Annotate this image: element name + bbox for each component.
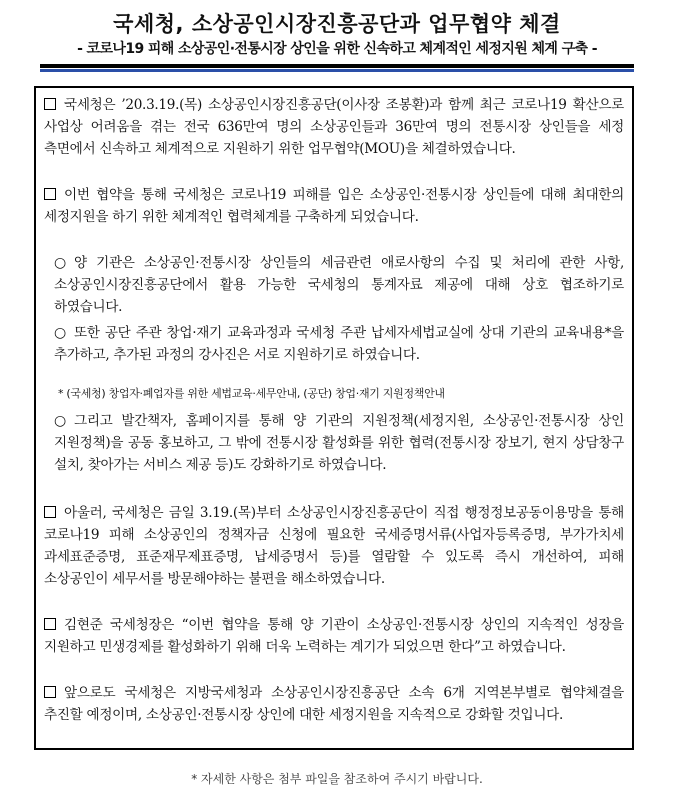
paragraph-text: 앞으로도 국세청은 지방국세청과 소상공인시장진흥공단 소속 6개 지역본부별로 협약체결을 추진할 예정이며, 소상공인·전통시장 상인에 대한 세정지원을 지속적으로 강화할 것입니다. xyxy=(44,685,624,723)
square-bullet-icon xyxy=(44,686,56,698)
paragraph-data-sharing xyxy=(54,252,624,318)
page-title: 국세청, 소상공인시장진흥공단과 업무협약 체결 xyxy=(113,12,561,36)
footnote-education: * (국세청) 창업자·폐업자를 위한 세법교육·세무안내, (공단) 창업·재기 지원정책안내 xyxy=(58,387,445,400)
paragraph-cooperation-system xyxy=(44,184,624,228)
paragraph-text: 아울러, 국세청은 금일 3.19.(목)부터 소상공인시장진흥공단이 직접 행정정보공동이용망을 통해 코로나19 피해 소상공인의 정책자금 신청에 필요한 국세증명서류(사업자등록증명, 부가가치세 과세표준증명, 표준재무제표증명, 납세증명서 등)를 열람할 수 있도록 즉시 개선하여, 피해 소상공인이 세무서를 방문해야하는 불편을 해소하였습니다. xyxy=(44,505,624,587)
paragraph-education xyxy=(54,322,624,366)
paragraph-mou-signing xyxy=(44,94,624,160)
paragraph-text: 김현준 국세청장은 “이번 협약을 통해 양 기관이 소상공인·전통시장 상인의 지속적인 성장을 지원하고 민생경제를 활성화하기 위해 더욱 노력하는 계기가 되었으면 한다”고 하였습니다. xyxy=(44,617,624,655)
header-rule-black xyxy=(40,64,634,68)
paragraph-joint-promotion xyxy=(54,410,624,476)
header-rule-blue xyxy=(40,69,634,72)
paragraph-document-access xyxy=(44,502,624,590)
paragraph-text: 국세청은 ’20.3.19.(목) 소상공인시장진흥공단(이사장 조봉환)과 함께 최근 코로나19 확산으로 사업상 어려움을 겪는 전국 636만여 명의 소상공인들과 36만여 명의 전통시장 상인들을 세정 측면에서 신속하고 체계적으로 지원하기 위한 업무협약(MOU)을 체결하였습니다. xyxy=(44,97,624,157)
paragraph-text: 또한 공단 주관 창업·재기 교육과정과 국세청 주관 납세자세법교실에 상대 기관의 교육내용*을 추가하고, 추가된 과정의 강사진은 서로 지원하기로 하였습니다. xyxy=(54,325,624,363)
paragraph-text: 그리고 발간책자, 홈페이지를 통해 양 기관의 지원정책(세정지원, 소상공인·전통시장 상인 지원정책)을 공동 홍보하고, 그 밖에 전통시장 활성화를 위한 협력(전통시장 장보기, 현지 상담창구 설치, 찾아가는 서비스 제공 등)도 강화하기로 하였습니다. xyxy=(54,413,624,473)
square-bullet-icon xyxy=(44,188,56,200)
square-bullet-icon xyxy=(44,506,56,518)
circle-bullet-icon: ○ xyxy=(54,325,66,341)
paragraph-text: 이번 협약을 통해 국세청은 코로나19 피해를 입은 소상공인·전통시장 상인들에 대해 최대한의 세정지원을 하기 위한 체계적인 협력체계를 구축하게 되었습니다. xyxy=(44,187,624,225)
paragraph-text: 양 기관은 소상공인·전통시장 상인들의 세금관련 애로사항의 수집 및 처리에 관한 사항, 소상공인시장진흥공단에서 활용 가능한 국세청의 통계자료 제공에 대해 상호 협조하기로 하였습니다. xyxy=(54,255,624,315)
circle-bullet-icon: ○ xyxy=(54,413,66,429)
footer-note: * 자세한 사항은 첨부 파일을 참조하여 주시기 바랍니다. xyxy=(191,772,483,786)
circle-bullet-icon: ○ xyxy=(54,255,66,271)
paragraph-commissioner-quote xyxy=(44,614,624,658)
square-bullet-icon xyxy=(44,98,56,110)
square-bullet-icon xyxy=(44,618,56,630)
page-subtitle: - 코로나19 피해 소상공인·전통시장 상인을 위한 신속하고 체계적인 세정지원 체계 구축 - xyxy=(77,41,597,57)
paragraph-future-plans xyxy=(44,682,624,726)
